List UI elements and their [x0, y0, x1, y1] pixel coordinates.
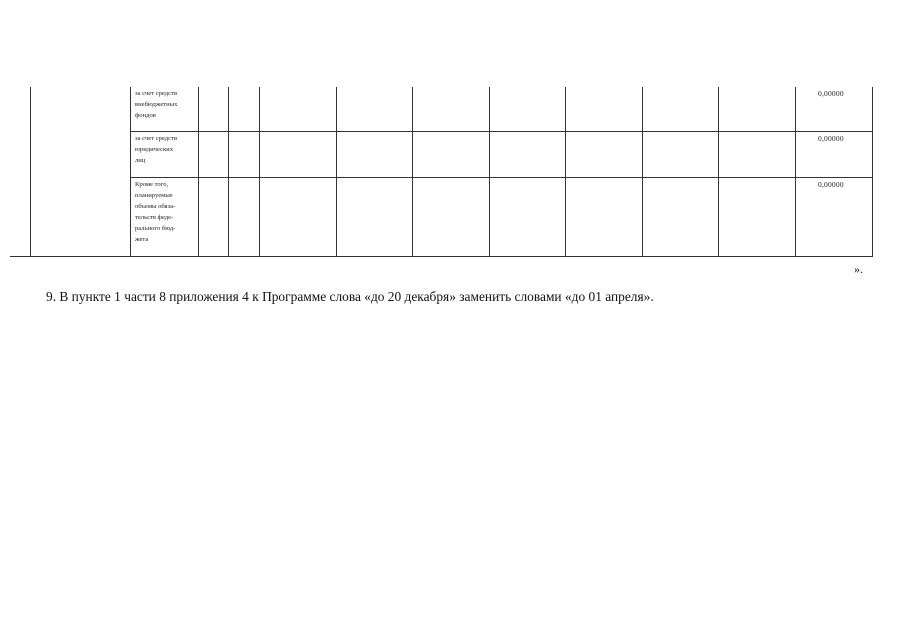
row-label-line: рального бюд-	[135, 225, 176, 232]
row-value: 0,00000	[818, 134, 844, 143]
row-label-line: за счет средств	[135, 90, 178, 97]
row-label-line: планируемые	[135, 192, 173, 199]
row-value: 0,00000	[818, 89, 844, 98]
row-label-line: Кроме того,	[135, 181, 169, 188]
column-line	[795, 87, 796, 257]
table-border-right	[872, 87, 873, 257]
row-label-offbudget-funds	[135, 88, 177, 121]
row-label-line: объемы обяза-	[135, 203, 176, 210]
row-label-line: тельств феде-	[135, 214, 174, 221]
column-line	[718, 87, 719, 257]
amendment-paragraph: 9. В пункте 1 части 8 приложения 4 к Программе слова «до 20 декабря» заменить словами «до 01 апреля».	[46, 289, 654, 304]
column-line	[642, 87, 643, 257]
column-line	[130, 87, 131, 257]
row-label-federal-budget	[135, 179, 175, 245]
table-bottom-border	[10, 256, 872, 257]
column-line	[198, 87, 199, 257]
row-label-line: за счет средств	[135, 135, 178, 142]
table-border-left	[30, 87, 31, 257]
column-line	[336, 87, 337, 257]
row-separator	[130, 131, 872, 132]
row-label-line: внебюджетных	[135, 101, 178, 108]
column-line	[228, 87, 229, 257]
column-line	[259, 87, 260, 257]
closing-quote: ».	[854, 262, 863, 276]
column-line	[412, 87, 413, 257]
row-value: 0,00000	[818, 180, 844, 189]
row-label-line: лиц	[135, 157, 146, 164]
row-label-line: жета	[135, 236, 149, 243]
column-line	[489, 87, 490, 257]
row-separator	[130, 177, 872, 178]
column-line	[565, 87, 566, 257]
row-label-line: юридических	[135, 146, 173, 153]
row-label-line: фондов	[135, 112, 156, 119]
row-label-legal-entities	[135, 133, 177, 166]
